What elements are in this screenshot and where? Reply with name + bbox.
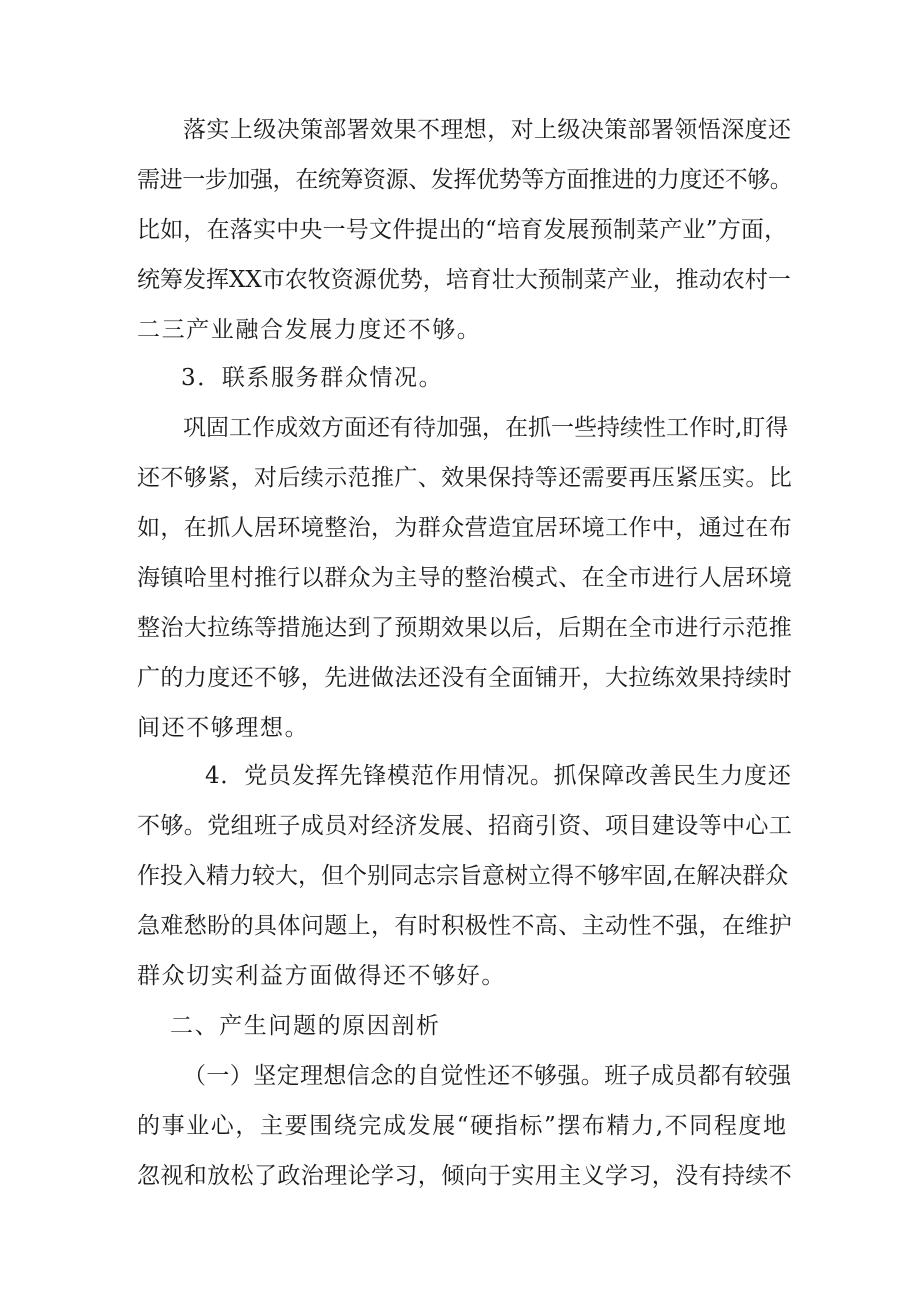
text-line: 忽视和放松了政治理论学习，倾向于实用主义学习，没有持续不 [137,1163,793,1189]
text-line: 比如，在落实中央一号文件提出的“培育发展预制菜产业”方面， [137,217,788,243]
text-line: 的事业心，主要围绕完成发展“硬指标”摆布精力,不同程度地 [137,1113,788,1139]
section-heading: 二、产生问题的原因剖析 [170,1013,441,1039]
text-line: 急难愁盼的具体问题上，有时积极性不高、主动性不强，在维护 [137,913,793,939]
text-line: 整治大拉练等措施达到了预期效果以后，后期在全市进行示范推 [137,615,793,641]
text-line: 作投入精力较大，但个别同志宗旨意树立得不够牢固,在解决群众 [137,863,789,889]
text-line: （一）坚定理想信念的自觉性还不够强。班子成员都有较强 [183,1063,792,1089]
text-line: 不够。党组班子成员对经济发展、招商引资、项目建设等中心工 [137,813,793,839]
text-line: 广的力度还不够，先进做法还没有全面铺开，大拉练效果持续时 [137,665,793,691]
text-line: 二三产业融合发展力度还不够。 [137,317,482,343]
text-line: 海镇哈里村推行以群众为主导的整治模式、在全市进行人居环境 [137,565,793,591]
text-line: 巩固工作成效方面还有待加强，在抓一些持续性工作时,盯得 [183,415,789,441]
text-line: 落实上级决策部署效果不理想，对上级决策部署领悟深度还 [183,117,792,143]
text-line: 群众切实利益方面做得还不够好。 [137,963,506,989]
text-line: 需进一步加强，在统筹资源、发挥优势等方面推进的力度还不够。 [137,167,793,193]
section-heading: 4．党员发挥先锋模范作用情况。抓保障改善民生力度还 [205,763,792,789]
text-line: 间还不够理想。 [137,715,310,741]
text-line: 统筹发挥XX市农牧资源优势，培育壮大预制菜产业，推动农村一 [137,267,791,293]
text-line: 还不够紧，对后续示范推广、效果保持等还需要再压紧压实。比 [137,465,793,491]
text-line: 如，在抓人居环境整治，为群众营造宜居环境工作中，通过在布 [137,515,793,541]
section-heading: 3．联系服务群众情况。 [181,365,444,391]
